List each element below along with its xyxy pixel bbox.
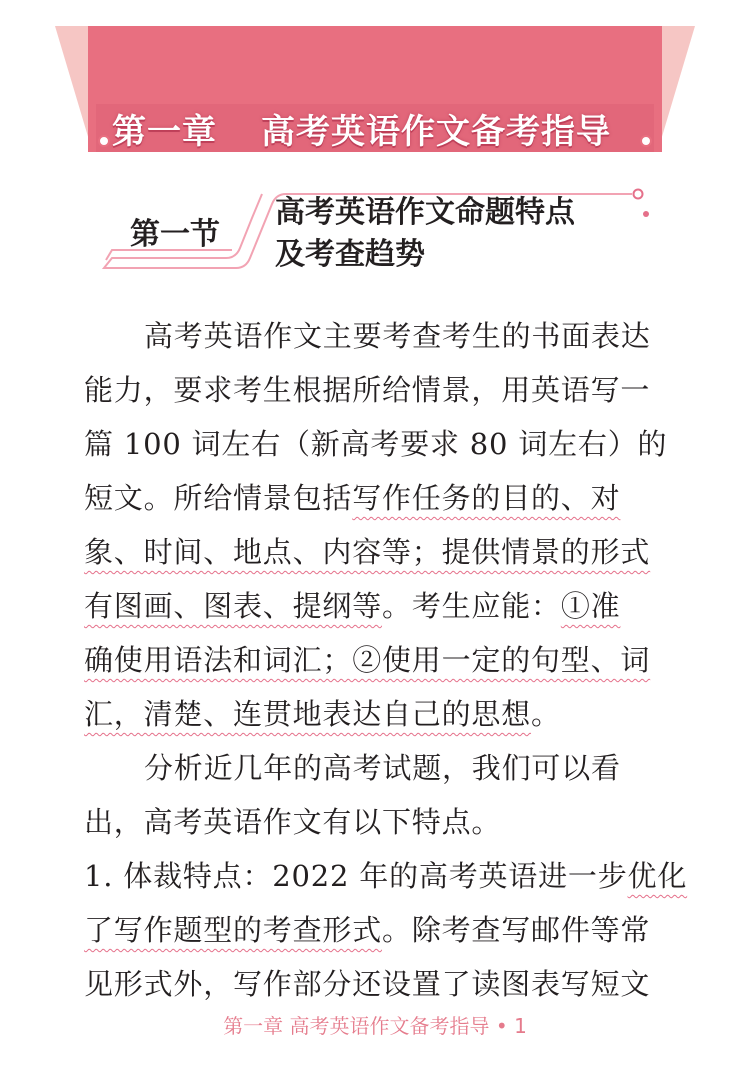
text-run: 。除考查写邮件等常 bbox=[382, 913, 651, 947]
body-text bbox=[84, 316, 688, 1018]
section-title-line2: 及考查趋势 bbox=[275, 237, 425, 272]
emphasis-underline: 象、时间、地点、内容等；提供情景的形式 bbox=[84, 535, 651, 569]
chapter-name: 高考英语作文备考指导 bbox=[261, 111, 611, 152]
section-title bbox=[275, 192, 655, 276]
emphasis-underline: 确使用语法和词汇；②使用一定的句型、词 bbox=[84, 643, 651, 677]
item1-line3: 见形式外，写作部分还设置了读图表写短文 bbox=[84, 967, 651, 1001]
page-footer bbox=[0, 1010, 750, 1039]
paragraph1-line2: 能力，要求考生根据所给情景，用英语写一 bbox=[84, 373, 651, 407]
text-run: 1. 体裁特点：2022 年的高考英语进一步 bbox=[84, 859, 628, 893]
emphasis-underline: 了写作题型的考查形式 bbox=[84, 913, 383, 947]
chapter-title bbox=[112, 102, 672, 154]
footer-separator: • bbox=[495, 1014, 508, 1038]
page-number: 1 bbox=[514, 1014, 527, 1038]
footer-title: 高考英语作文备考指导 bbox=[289, 1014, 490, 1038]
paragraph2-line1: 分析近几年的高考试题，我们可以看 bbox=[144, 751, 621, 785]
chapter-number: 第一章 bbox=[112, 111, 217, 152]
paragraph1-line3: 篇 100 词左右（新高考要求 80 词左右）的 bbox=[84, 427, 668, 461]
paragraph1-line1: 高考英语作文主要考查考生的书面表达 bbox=[144, 319, 651, 353]
emphasis-underline: 有图画、图表、提纲等 bbox=[84, 589, 383, 623]
footer-chapter: 第一章 bbox=[223, 1014, 284, 1038]
chapter-banner bbox=[0, 0, 750, 170]
text-run: 短文。所给情景包括 bbox=[84, 481, 353, 515]
emphasis-underline: 写作任务的目的、对 bbox=[352, 481, 621, 515]
item1-line2 bbox=[84, 910, 680, 964]
emphasis-underline: ①准 bbox=[560, 589, 621, 623]
text-run: 。考生应能： bbox=[382, 589, 561, 623]
emphasis-underline: 汇，清楚、连贯地表达自己的思想 bbox=[84, 697, 532, 731]
paragraph1-line7 bbox=[84, 640, 680, 694]
section-title-line1: 高考英语作文命题特点 bbox=[275, 195, 575, 230]
section-header bbox=[0, 180, 750, 290]
paragraph1-line8 bbox=[84, 694, 680, 748]
paragraph2-line2: 出，高考英语作文有以下特点。 bbox=[84, 805, 502, 839]
text-run: 。 bbox=[531, 697, 561, 731]
paragraph1-line4 bbox=[84, 478, 680, 532]
section-number: 第一节 bbox=[130, 217, 220, 252]
emphasis-underline: 优化 bbox=[627, 859, 688, 893]
item1-line1 bbox=[84, 856, 688, 910]
paragraph1-line6 bbox=[84, 586, 680, 640]
paragraph1-line5 bbox=[84, 532, 680, 586]
